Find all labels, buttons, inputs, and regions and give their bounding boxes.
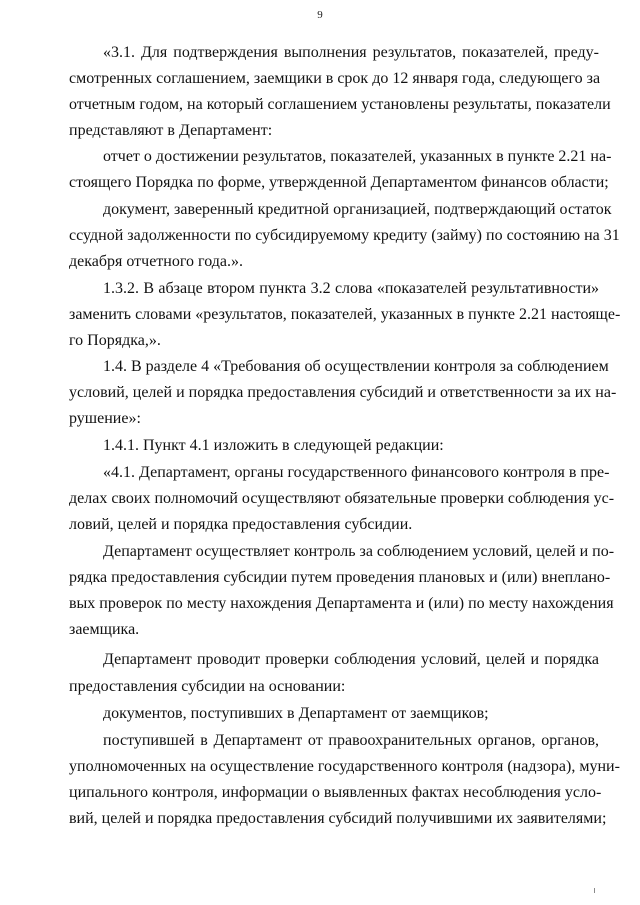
text-line: вых проверок по месту нахождения Департамента и (или) по месту нахождения [69,595,614,612]
text-line: отчетным годом, на который соглашением установлены результаты, показатели [69,96,611,113]
text-line: «4.1. Департамент, органы государственного финансового контроля в пре- [103,464,610,481]
text-line: ссудной задолженности по субсидируемому кредиту (займу) по состоянию на 31 [69,227,620,244]
text-line: отчет о достижении результатов, показателей, указанных в пункте 2.21 на- [103,148,612,165]
text-line: заменить словами «результатов, показателей, указанных в пункте 2.21 настояще- [69,306,621,323]
text-line: 1.3.2. В абзаце втором пункта 3.2 слова «показателей результативности» [103,280,599,297]
text-line: документов, поступивших в Департамент от заемщиков; [103,705,489,722]
text-line: стоящего Порядка по форме, утвержденной Департаментом финансов области; [69,174,609,191]
text-line: го Порядка,». [69,332,161,349]
text-line: рушение»: [69,410,141,427]
text-line: заемщика. [69,621,140,638]
text-line: вий, целей и порядка предоставления субсидий получившими их заявителями; [69,810,607,827]
text-line: представляют в Департамент: [69,122,273,139]
text-line: поступившей в Департамент от правоохранительных органов, органов, [103,732,599,749]
text-line: ципального контроля, информации о выявленных фактах несоблюдения усло- [69,784,602,801]
text-line: рядка предоставления субсидии путем проведения плановых и (или) внеплано- [69,569,611,586]
scan-mark [594,888,595,893]
text-line: ловий, целей и порядка предоставления субсидии. [69,516,413,533]
text-line: 1.4. В разделе 4 «Требования об осуществлении контроля за соблюдением [103,358,609,375]
text-line: условий, целей и порядка предоставления субсидий и ответственности за их на- [69,384,617,401]
page-number: 9 [317,9,323,21]
text-line: Департамент осуществляет контроль за соблюдением условий, целей и по- [103,543,615,560]
text-line: «3.1. Для подтверждения выполнения результатов, показателей, преду- [103,44,599,61]
text-line: документ, заверенный кредитной организацией, подтверждающий остаток [103,201,612,218]
text-line: предоставления субсидии на основании: [69,678,346,695]
text-line: Департамент проводит проверки соблюдения условий, целей и порядка [103,651,599,668]
text-line: смотренных соглашением, заемщики в срок до 12 января года, следующего за [69,70,601,87]
text-line: декабря отчетного года.». [69,253,243,270]
text-line: уполномоченных на осуществление государственного контроля (надзора), муни- [69,758,620,775]
text-line: делах своих полномочий осуществляют обязательные проверки соблюдения ус- [69,490,615,507]
text-line: 1.4.1. Пункт 4.1 изложить в следующей редакции: [103,437,444,454]
